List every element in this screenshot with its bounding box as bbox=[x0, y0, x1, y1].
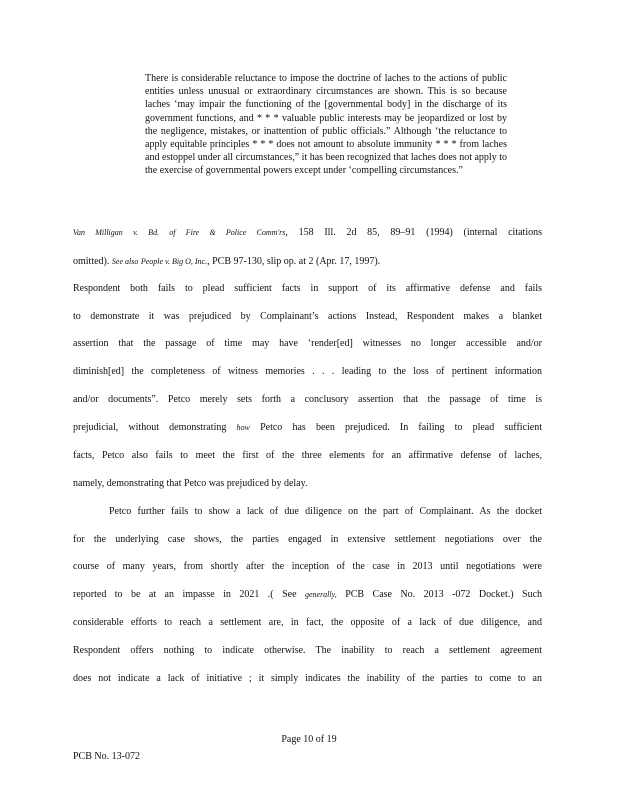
signal-generally: generally, bbox=[304, 590, 337, 599]
case-name-big-o: People v. Big O, Inc. bbox=[140, 257, 208, 266]
para2-line-6: Respondent offers nothing to indicate otherwise. The inability to reach a settlement agreement bbox=[73, 645, 542, 656]
para2-line-1: Petco further fails to show a lack of due diligence on the part of Complainant. As the docket bbox=[109, 506, 542, 517]
case-cite-big-o: , PCB 97-130, slip op. at 2 (Apr. 17, 1997). bbox=[207, 256, 381, 267]
page-number: Page 10 of 19 bbox=[281, 734, 337, 745]
para1-line-8: namely, demonstrating that Petco was prejudiced by delay. bbox=[73, 478, 308, 489]
para1-line-4: diminish[ed] the completeness of witness memories . . . leading to the loss of pertinent information bbox=[73, 366, 542, 377]
para1-line-7: facts, Petco also fails to meet the first of the three elements for an affirmative defense of laches, bbox=[73, 450, 542, 461]
para2-line-3: course of many years, from shortly after the inception of the case in 2013 until negotiations were bbox=[73, 561, 542, 572]
para2-line-4: reported to be at an impasse in 2021 .( See generally, PCB Case No. 2013 -072 Docket.) Such bbox=[73, 589, 543, 600]
citation-line-2: omitted). See also People v. Big O, Inc., PCB 97-130, slip op. at 2 (Apr. 17, 1997). bbox=[73, 256, 381, 267]
citation-line-1 bbox=[73, 226, 542, 239]
block-quote bbox=[145, 72, 507, 178]
para1-line-2: to demonstrate it was prejudiced by Complainant’s actions Instead, Respondent makes a blanket bbox=[73, 311, 542, 322]
para2-line-2: for the underlying case shows, the parties engaged in extensive settlement negotiations over the bbox=[73, 534, 542, 545]
emphasis-how: how bbox=[236, 423, 250, 432]
para2-line-5: considerable efforts to reach a settlement are, in fact, the opposite of a lack of due diligence, and bbox=[73, 617, 542, 628]
see-also-signal: See also bbox=[111, 257, 139, 266]
block-quote-text: There is considerable reluctance to impose the doctrine of laches to the actions of public entities unless unusual or extraordinary circumstances are shown. This is so because laches ‘may impair the functioning of the [governmental body] in the discharge of its government functions, and * * * valuable public interests may be jeopardized or lost by the negligence, mistakes, or inattention of public officials.” Although ‘the reluctance to apply equitable principles * * * does not amount to absolute immunity * * * from laches and estoppel under all circumstances,” it has been recognized that laches does not apply to the exercise of governmental powers except under ‘compelling circumstances.” bbox=[145, 73, 507, 177]
para1-line-6: prejudicial, without demonstrating how Petco has been prejudiced. In failing to plead sufficient bbox=[73, 422, 543, 433]
case-name-van-milligan: Van Milligan v. Bd. of Fire & Police Comm'rs bbox=[73, 228, 286, 237]
para1-line-3: assertion that the passage of time may have ‘render[ed] witnesses no longer accessible and/or bbox=[73, 338, 542, 349]
case-cite-van-milligan: , 158 Ill. 2d 85, 89–91 (1994) (internal citations bbox=[285, 227, 542, 238]
para1-line-1: Respondent both fails to plead sufficient facts in support of its affirmative defense and fails bbox=[73, 283, 542, 294]
para1-line-5: and/or documents”. Petco merely sets forth a conclusory assertion that the passage of time is bbox=[73, 394, 542, 405]
docket-number: PCB No. 13-072 bbox=[73, 751, 140, 762]
para2-line-7: does not indicate a lack of initiative ; it simply indicates the inability of the parties to come to an bbox=[73, 673, 542, 684]
